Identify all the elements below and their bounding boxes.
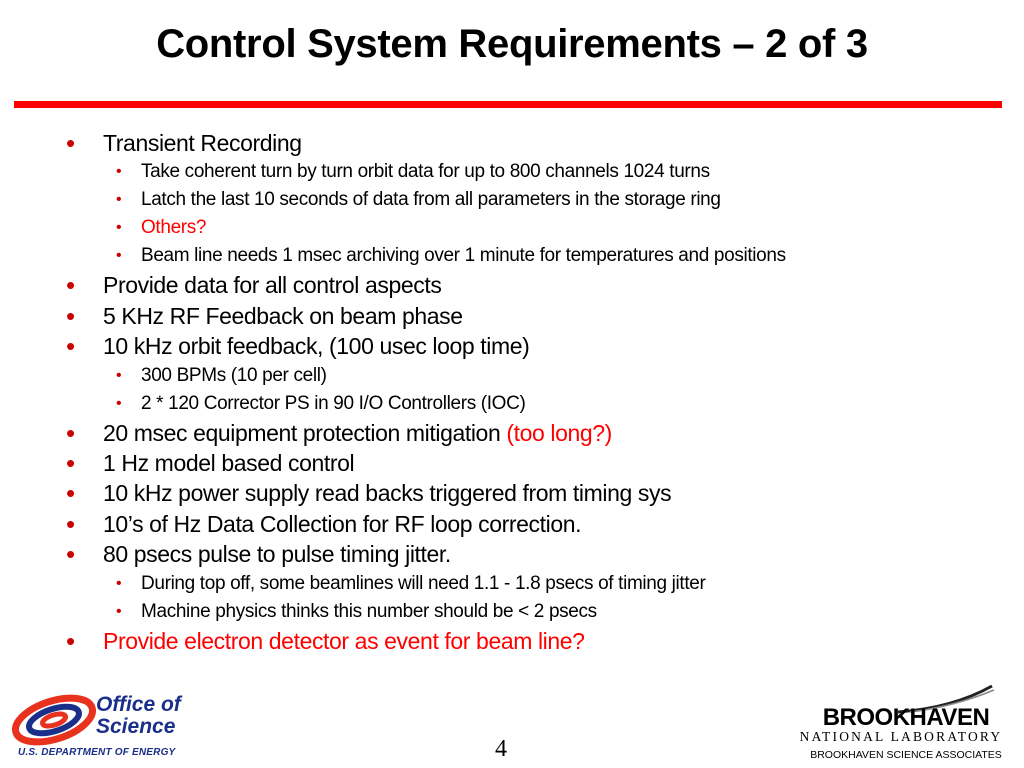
bullet-icon: • [116, 219, 122, 237]
bullet-icon: • [66, 539, 75, 570]
bullet-icon: • [66, 447, 75, 478]
sub-item-text: Take coherent turn by turn orbit data for up to 800 channels 1024 turns [141, 161, 710, 183]
title-divider [14, 101, 1002, 108]
sub-list-item [0, 158, 1024, 186]
sub-item-text: Others? [141, 217, 207, 239]
page-number: 4 [495, 736, 507, 762]
bullet-icon: • [66, 331, 75, 362]
list-item [0, 331, 1024, 361]
bullet-icon: • [116, 394, 122, 412]
list-item-text: Provide electron detector as event for beam line? [103, 627, 585, 654]
list-item-text: 10’s of Hz Data Collection for RF loop correction. [103, 510, 582, 537]
sub-item-text: During top off, some beamlines will need 1.1 - 1.8 psecs of timing jitter [141, 572, 706, 594]
bullet-icon: • [66, 417, 75, 448]
sub-list-item [0, 598, 1024, 626]
list-item [0, 418, 1024, 448]
list-item [0, 301, 1024, 331]
sub-item-text: 2 * 120 Corrector PS in 90 I/O Controllers (IOC) [141, 392, 526, 414]
bullet-icon: • [116, 247, 122, 265]
bullet-icon: • [116, 163, 122, 181]
list-item-text: 20 msec equipment protection mitigation [103, 419, 507, 446]
list-item [0, 509, 1024, 539]
doe-logo-line1: Office of [96, 693, 181, 716]
bullet-list [0, 128, 1024, 656]
list-item [0, 626, 1024, 656]
doe-logo-subtitle: U.S. DEPARTMENT OF ENERGY [18, 747, 176, 758]
sub-item-text: Beam line needs 1 msec archiving over 1 minute for temperatures and positions [141, 245, 786, 267]
list-item [0, 128, 1024, 158]
list-item-text: Provide data for all control aspects [103, 272, 442, 299]
sub-item-text: Machine physics thinks this number should be < 2 psecs [141, 600, 597, 622]
list-item-text: 10 kHz power supply read backs triggered from timing sys [103, 480, 672, 507]
sub-item-text: 300 BPMs (10 per cell) [141, 364, 327, 386]
sub-list-item [0, 186, 1024, 214]
bullet-icon: • [66, 508, 75, 539]
list-item-text: 80 psecs pulse to pulse timing jitter. [103, 541, 451, 568]
bullet-icon: • [116, 366, 122, 384]
sub-item-text: Latch the last 10 seconds of data from all parameters in the storage ring [141, 189, 721, 211]
bullet-icon: • [66, 478, 75, 509]
bullet-icon: • [116, 602, 122, 620]
list-item-text: Transient Recording [103, 130, 302, 156]
sub-list-item [0, 570, 1024, 598]
bullet-icon: • [66, 128, 75, 158]
list-item-text: 5 KHz RF Feedback on beam phase [103, 302, 463, 329]
list-item-text: 10 kHz orbit feedback, (100 usec loop time) [103, 333, 530, 360]
list-item [0, 448, 1024, 478]
bullet-icon: • [116, 191, 122, 209]
slide-title: Control System Requirements – 2 of 3 [156, 22, 868, 66]
bnl-logo-lab: NATIONAL LABORATORY [799, 729, 1003, 744]
list-item-note: (too long?) [506, 419, 612, 446]
list-item [0, 478, 1024, 508]
sub-list-item [0, 214, 1024, 242]
doe-logo-text [96, 694, 181, 738]
bnl-logo-name: BROOKHAVEN [822, 704, 990, 731]
list-item [0, 270, 1024, 300]
bnl-logo-associates: BROOKHAVEN SCIENCE ASSOCIATES [810, 749, 1002, 761]
bullet-icon: • [66, 625, 75, 656]
sub-list-item [0, 362, 1024, 390]
doe-logo-line2: Science [96, 715, 176, 738]
sub-list-item [0, 242, 1024, 270]
list-item-text: 1 Hz model based control [103, 449, 355, 476]
bullet-icon: • [66, 300, 75, 331]
bullet-icon: • [116, 574, 122, 592]
bullet-icon: • [66, 270, 75, 301]
list-item [0, 539, 1024, 569]
sub-list-item [0, 390, 1024, 418]
